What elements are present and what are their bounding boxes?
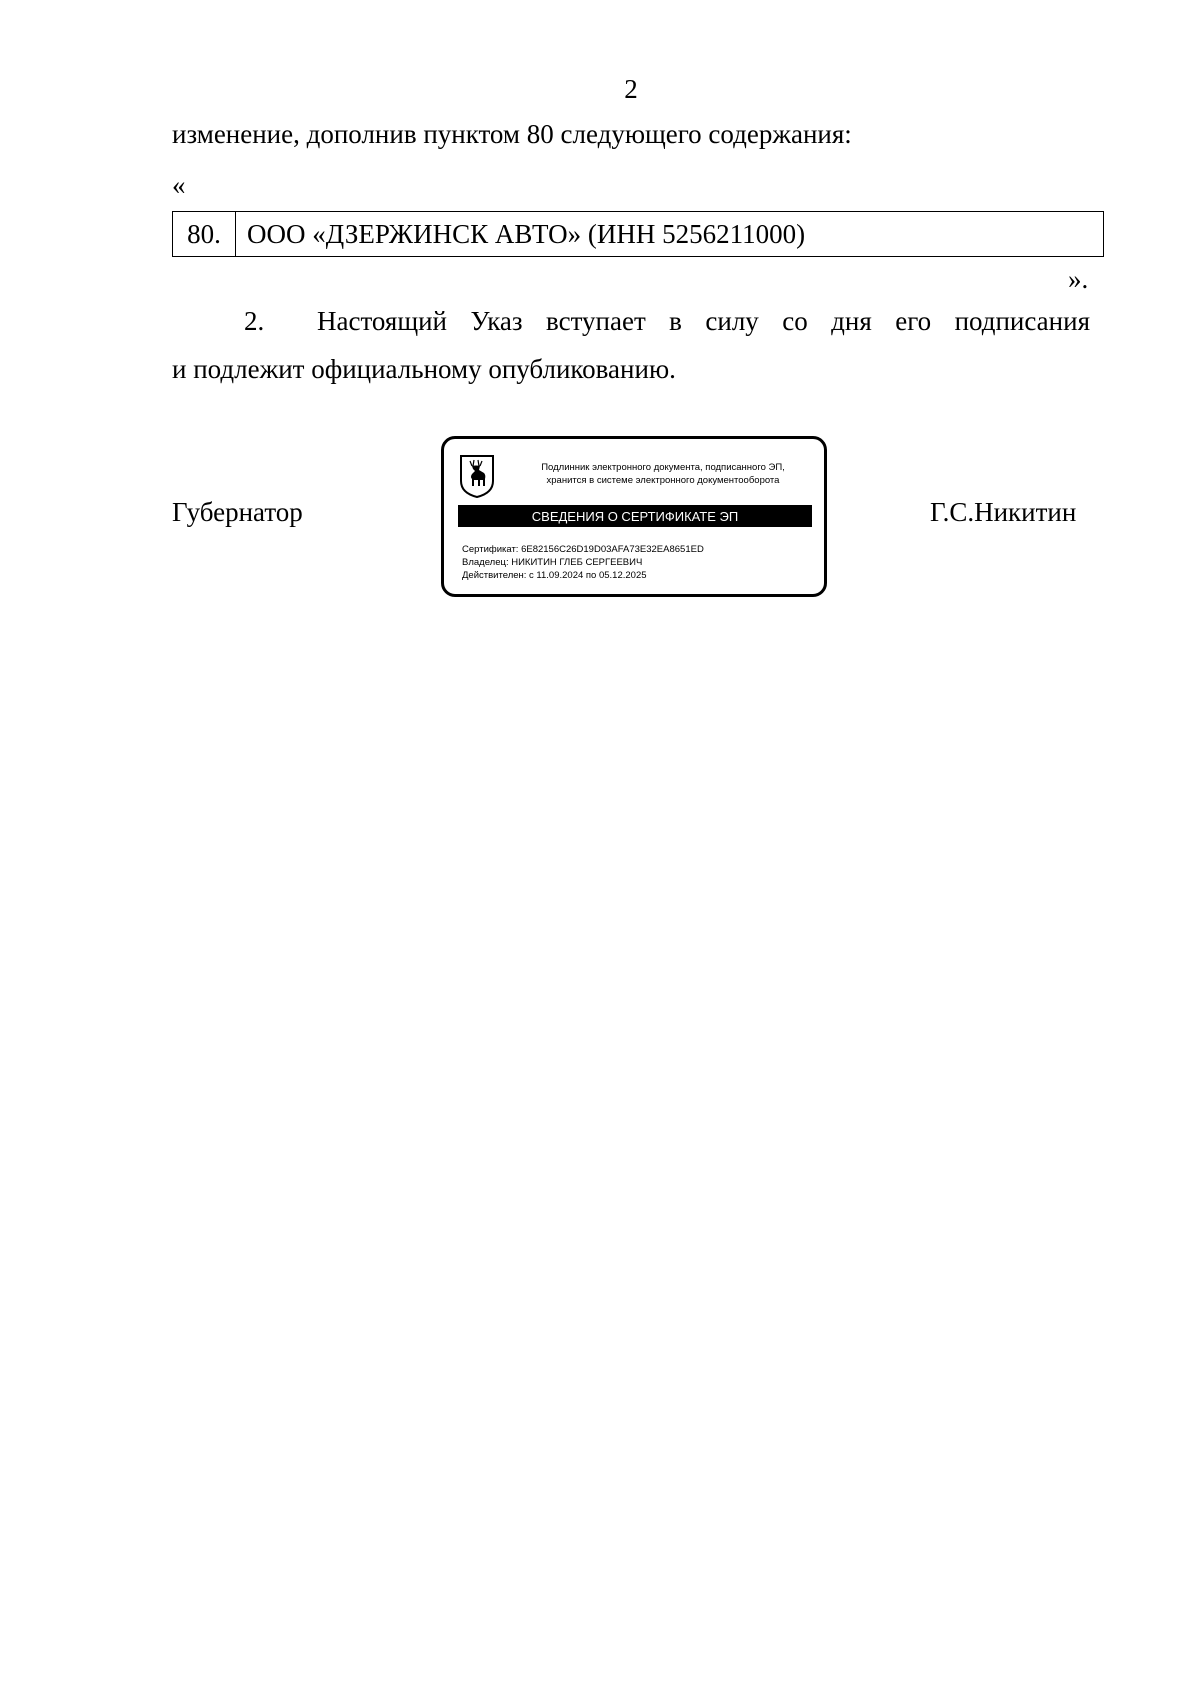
opening-quote: «	[172, 170, 186, 200]
entry-number: 80.	[173, 212, 236, 256]
clause-number: 2.	[244, 306, 265, 336]
stamp-header-line-1: Подлинник электронного документа, подписанного ЭП,	[541, 462, 785, 473]
clause-paragraph	[172, 297, 1090, 345]
entry-table	[172, 211, 1104, 257]
certificate-number: Сертификат: 6E82156C26D19D03AFA73E32EA8651ED	[462, 544, 704, 555]
certificate-validity: Действителен: с 11.09.2024 по 05.12.2025	[462, 570, 647, 581]
stamp-title-bar: СВЕДЕНИЯ О СЕРТИФИКАТЕ ЭП	[458, 505, 812, 527]
entry-text: ООО «ДЗЕРЖИНСК АВТО» (ИНН 5256211000)	[247, 218, 806, 249]
certificate-owner: Владелец: НИКИТИН ГЛЕБ СЕРГЕЕВИЧ	[462, 557, 643, 568]
closing-quote: ».	[1068, 264, 1089, 294]
stamp-header-line-2: хранится в системе электронного документооборота	[546, 475, 780, 486]
signatory-position: Губернатор	[172, 497, 303, 527]
clause-line-1: Настоящий Указ вступает в силу со дня его подписания	[317, 306, 1090, 336]
deer-coat-of-arms-icon	[458, 453, 496, 499]
page-number: 2	[624, 74, 638, 104]
clause-line-2: и подлежит официальному опубликованию.	[172, 354, 676, 384]
e-signature-stamp	[441, 436, 827, 597]
stamp-header	[508, 461, 818, 487]
intro-text: изменение, дополнив пунктом 80 следующего содержания:	[172, 119, 852, 149]
signatory-name: Г.С.Никитин	[930, 497, 1077, 527]
stamp-details	[462, 543, 704, 582]
